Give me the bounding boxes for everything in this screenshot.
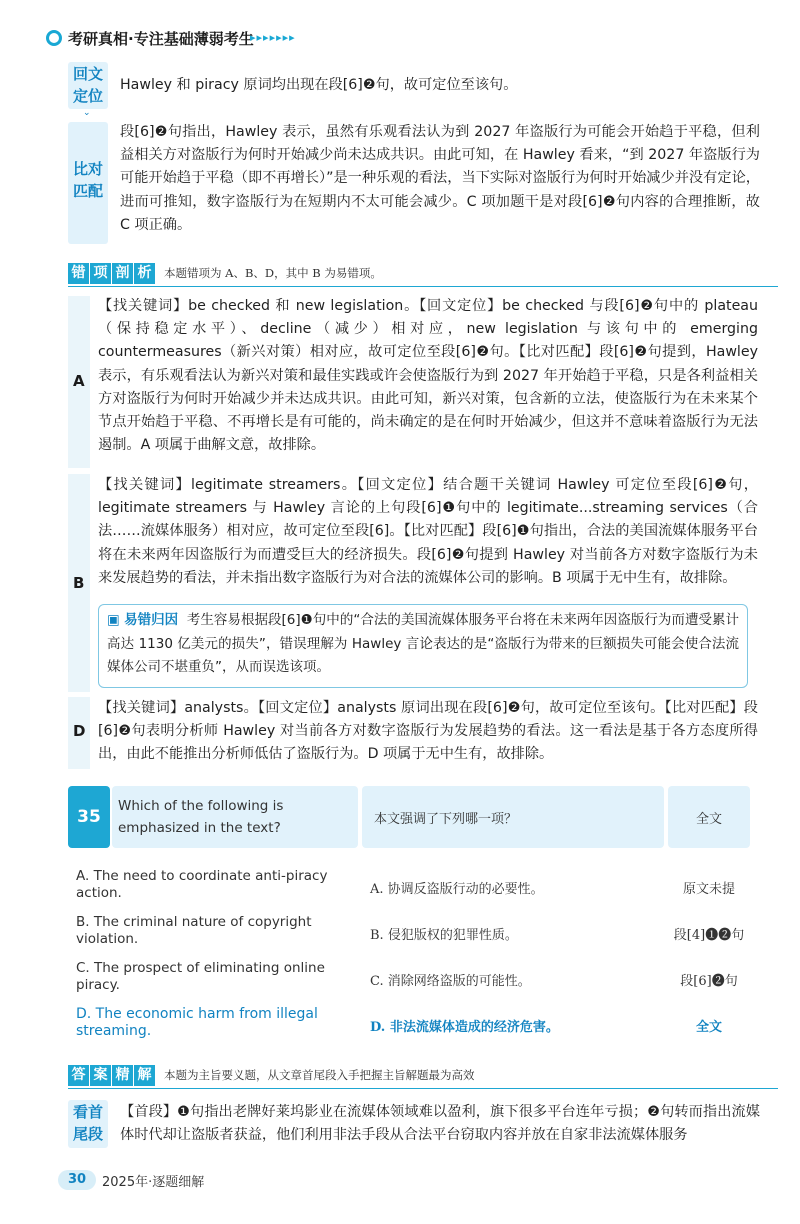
error-cause-box — [98, 604, 748, 688]
q35-option-d-src: 全文 — [695, 1020, 722, 1035]
page-header — [0, 26, 800, 60]
option-b-letter: B — [73, 574, 85, 592]
option-b-text: 【找关键词】legitimate streamers。【回文定位】结合题干关键词 Hawley 可定位至段[6]❷句，legitimate streamers 与 Hawley 言论的上句段[6]❶句中的 legitimate...streaming services（合法……流媒体服务）相对应，故可定位至段[6]。【比对匹配】段[6]❶句指出，合法的美国流媒体服务平台将在未来两年因盗版行为而遭受巨大的经济损失。段[6]❷句提到 Hawley 对当前各方对数字盗版行为未来发展趋势的看法，并未指出数字盗版行为对合法的流媒体公司的影响。B 项属于无中生有，故排除。 — [98, 477, 758, 586]
q35-option-c-cn: C. 消除网络盗版的可能性。 — [370, 974, 531, 989]
q35-option-a-en: A. The need to coordinate anti-piracy action. — [76, 868, 328, 901]
option-a-letter: A — [73, 372, 85, 390]
error-cause-content — [107, 609, 739, 680]
match-text: 段[6]❷句指出，Hawley 表示，虽然有乐观看法认为到 2027 年盗版行为可能会开始趋于平稳，但利益相关方对盗版行为何时开始减少尚未达成共识。由此可知，在 Hawley 看来，“到 2027 年盗版行为可能开始趋于平稳（即不再增长）”是一种乐观的看法，当下实际对盗版行为何时开始减少并没有定论，进而可推知，数字盗版行为在短期内不太可能会减少。C 项加题干是对段[6]❷句内容的合理推断，故 C 项正确。 — [120, 124, 760, 233]
question-en: Which of the following is emphasized in the text? — [118, 798, 284, 836]
match-tag: 比对匹配 — [68, 122, 108, 244]
option-d-letter: D — [73, 722, 86, 740]
option-a-text: 【找关键词】be checked 和 new legislation。【回文定位】be checked 与段[6]❷句中的 plateau（保持稳定水平）、decline（减少）相对应，new legislation 与该句中的 emerging countermeasures（新兴对策）相对应，故可定位至段[6]❷句。【比对匹配】段[6]❷句提到，Hawley 表示，有乐观看法认为新兴对策和最佳实践或许会使盗版行为到 2027 年开始趋于平稳，只是各利益相关方对盗版行为何时开始减少并未达成共识。由此可知，新兴对策，包含新的立法，使盗版行为在未来某个节点开始趋于平稳、不再增长是有可能的，尚未确定的是在何时开始减少，但这并不意味着盗版行为无法遏制。A 项属于曲解文意，故排除。 — [98, 298, 758, 454]
book-title: 2025年·逐题细解 — [102, 1175, 205, 1190]
first-last-text: 【首段】❶句指出老牌好莱坞影业在流媒体领域难以盈利，旗下很多平台连年亏损；❷句转而指出流媒体时代却让盗版者获益，他们利用非法手段从合法平台窃取内容并放在自家非法流媒体服务 — [120, 1104, 760, 1144]
page-number: 30 — [58, 1170, 96, 1190]
chevron-down-icon: ⌄ — [83, 108, 91, 118]
question-cn-cell — [362, 786, 664, 848]
header-title: 考研真相·专注基础薄弱考生 — [68, 30, 254, 48]
q35-option-b-src: 段[4]❶❷句 — [673, 928, 745, 943]
error-cause-text: 考生容易根据段[6]❶句中的“合法的美国流媒体服务平台将在未来两年因盗版行为而遭受累计高达 1130 亿美元的损失”，错误理解为 Hawley 言论表达的是“盗版行为带来的巨额损失可能会使合法流媒体公司不堪重负”，从而误选该项。 — [107, 612, 740, 675]
answer-heading: 答 案 精 解 本题为主旨要义题，从文章首尾段入手把握主旨解题最为高效 — [68, 1064, 768, 1086]
divider — [68, 1088, 778, 1089]
wrong-options-heading: 错 项 剖 析 本题错项为 A、B、D，其中 B 为易错项。 — [68, 262, 768, 284]
q35-option-a-src: 原文未提 — [682, 882, 735, 897]
source-head: 全文 — [695, 812, 722, 827]
divider — [68, 286, 778, 287]
option-d-text: 【找关键词】analysts。【回文定位】analysts 原词出现在段[6]❷句，故可定位至该句。【比对匹配】段[6]❷句表明分析师 Hawley 对当前各方对数字盗版行为发展趋势的看法。这一看法是基于各方态度所得出，由此不能推出分析师低估了盗版行为。D 项属于无中生有，故排除。 — [98, 700, 758, 763]
q35-option-c-en: C. The prospect of eliminating online piracy. — [76, 960, 325, 993]
error-cause-label: 易错归因 — [124, 612, 179, 628]
source-head-cell — [668, 786, 750, 848]
wrong-options-note: 本题错项为 A、B、D，其中 B 为易错项。 — [164, 265, 382, 280]
q35-option-b-en: B. The criminal nature of copyright violation. — [76, 914, 312, 947]
header-arrows-icon: ▸▸▸▸▸▸▸ — [250, 31, 296, 44]
magnifier-icon — [46, 30, 62, 46]
locate-tag: 回文定位 — [68, 62, 108, 109]
q35-option-a-cn: A. 协调反盗版行动的必要性。 — [370, 882, 544, 897]
question-en-cell — [112, 786, 358, 848]
answer-note: 本题为主旨要义题，从文章首尾段入手把握主旨解题最为高效 — [164, 1067, 475, 1082]
q35-option-c-src: 段[6]❷句 — [680, 974, 738, 989]
q35-option-d-en: D. The economic harm from illegal streaming. — [76, 1006, 318, 1039]
first-last-tag: 看首尾段 — [68, 1100, 108, 1148]
question-cn: 本文强调了下列哪一项？ — [374, 812, 518, 827]
question-number: 35 — [68, 786, 110, 848]
q35-option-b-cn: B. 侵犯版权的犯罪性质。 — [370, 928, 518, 943]
locate-text: Hawley 和 piracy 原词均出现在段[6]❷句，故可定位至该句。 — [120, 77, 518, 93]
q35-option-d-cn: D. 非法流媒体造成的经济危害。 — [370, 1020, 559, 1035]
error-cause-icon: ▣ — [107, 612, 120, 628]
